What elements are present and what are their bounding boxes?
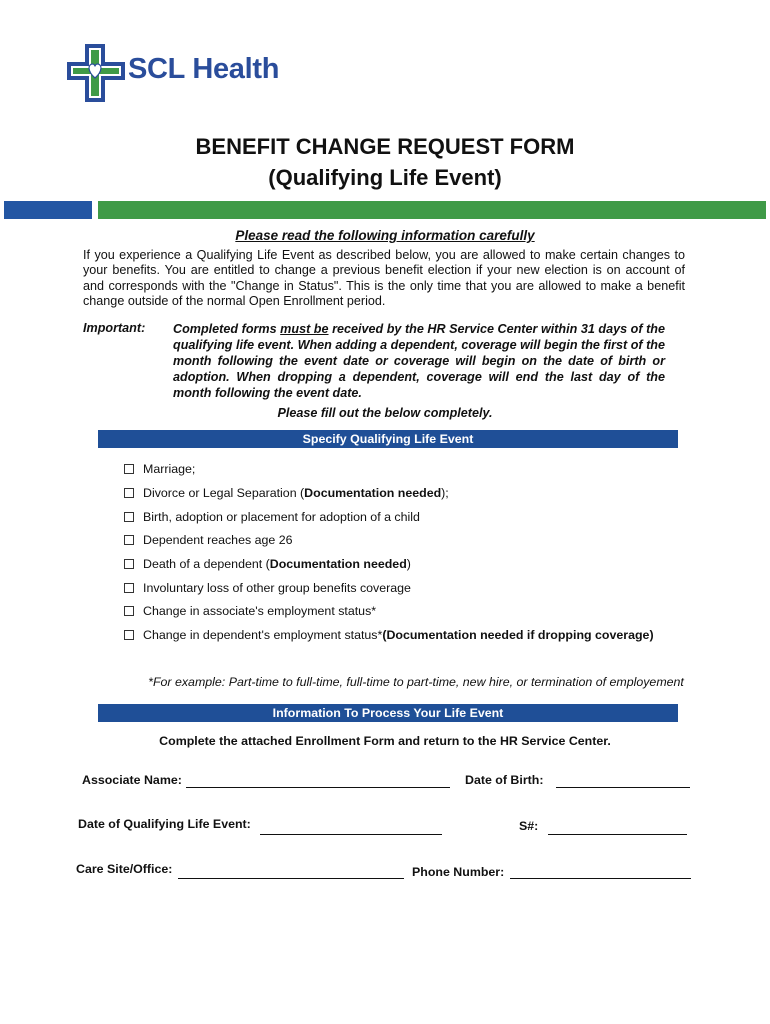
example-footnote: *For example: Part-time to full-time, full-time to part-time, new hire, or termination of employement [148, 675, 684, 689]
checkbox[interactable] [124, 559, 134, 569]
s-number-label: S#: [519, 819, 539, 833]
logo-wordmark: SCL Health [128, 53, 280, 85]
form-title: BENEFIT CHANGE REQUEST FORM [195, 134, 575, 159]
event-option-involuntary-loss[interactable]: Involuntary loss of other group benefits coverage [124, 580, 411, 596]
event-option-dependent-status[interactable]: Change in dependent's employment status* (Documentation needed if dropping coverage) [124, 627, 654, 643]
event-option-associate-status[interactable]: Change in associate's employment status* [124, 603, 376, 619]
form-subtitle: (Qualifying Life Event) [268, 165, 502, 190]
section-header-qualifying-event: Specify Qualifying Life Event [98, 430, 678, 448]
phone-number-label: Phone Number: [412, 865, 505, 879]
event-option-dependent-age-26[interactable]: Dependent reaches age 26 [124, 532, 293, 548]
phone-number-field[interactable] [510, 878, 691, 879]
checkbox[interactable] [124, 512, 134, 522]
intro-paragraph: If you experience a Qualifying Life Event as described below, you are allowed to make certain changes to your benefits. You are entitled to change a previous benefit election if your new election is on account of and corresponds with the "Change in Status". This is the only time that you are allowed to make a benefit change outside of the normal Open Enrollment period. [83, 248, 685, 309]
cross-heart-icon [67, 44, 127, 104]
s-number-field[interactable] [548, 834, 687, 835]
event-option-divorce[interactable]: Divorce or Legal Separation ( Documentation needed ); [124, 485, 449, 501]
associate-name-label: Associate Name: [82, 773, 182, 787]
event-option-death-dependent[interactable]: Death of a dependent ( Documentation needed ) [124, 556, 411, 572]
checkbox[interactable] [124, 606, 134, 616]
must-be-underlined: must be [280, 322, 329, 336]
important-text: Completed forms must be received by the HR Service Center within 31 days of the qualifying life event. When adding a dependent, coverage will begin the first of the month following the event date or coverage will begin on the date of birth or adoption. When dropping a dependent, coverage will end the last day of the month following the event date. [173, 322, 666, 400]
checkbox[interactable] [124, 630, 134, 640]
checkbox[interactable] [124, 488, 134, 498]
checkbox[interactable] [124, 583, 134, 593]
fill-note: Please fill out the below completely. [277, 406, 493, 420]
care-site-label: Care Site/Office: [76, 862, 173, 876]
associate-name-field[interactable] [186, 787, 450, 788]
event-date-field[interactable] [260, 834, 442, 835]
header-bar-blue [4, 201, 92, 219]
event-option-birth-adoption[interactable]: Birth, adoption or placement for adoption of a child [124, 509, 420, 525]
event-option-marriage[interactable]: Marriage; [124, 461, 195, 477]
section-header-process-info: Information To Process Your Life Event [98, 704, 678, 722]
date-of-birth-field[interactable] [556, 787, 690, 788]
important-label: Important: [83, 321, 146, 335]
checkbox[interactable] [124, 464, 134, 474]
care-site-field[interactable] [178, 878, 404, 879]
notice-heading: Please read the following information carefully [235, 228, 535, 243]
checkbox[interactable] [124, 535, 134, 545]
date-of-birth-label: Date of Birth: [465, 773, 544, 787]
instruction-text: Complete the attached Enrollment Form and return to the HR Service Center. [159, 734, 611, 748]
header-bar-green [98, 201, 766, 219]
event-date-label: Date of Qualifying Life Event: [78, 817, 251, 831]
